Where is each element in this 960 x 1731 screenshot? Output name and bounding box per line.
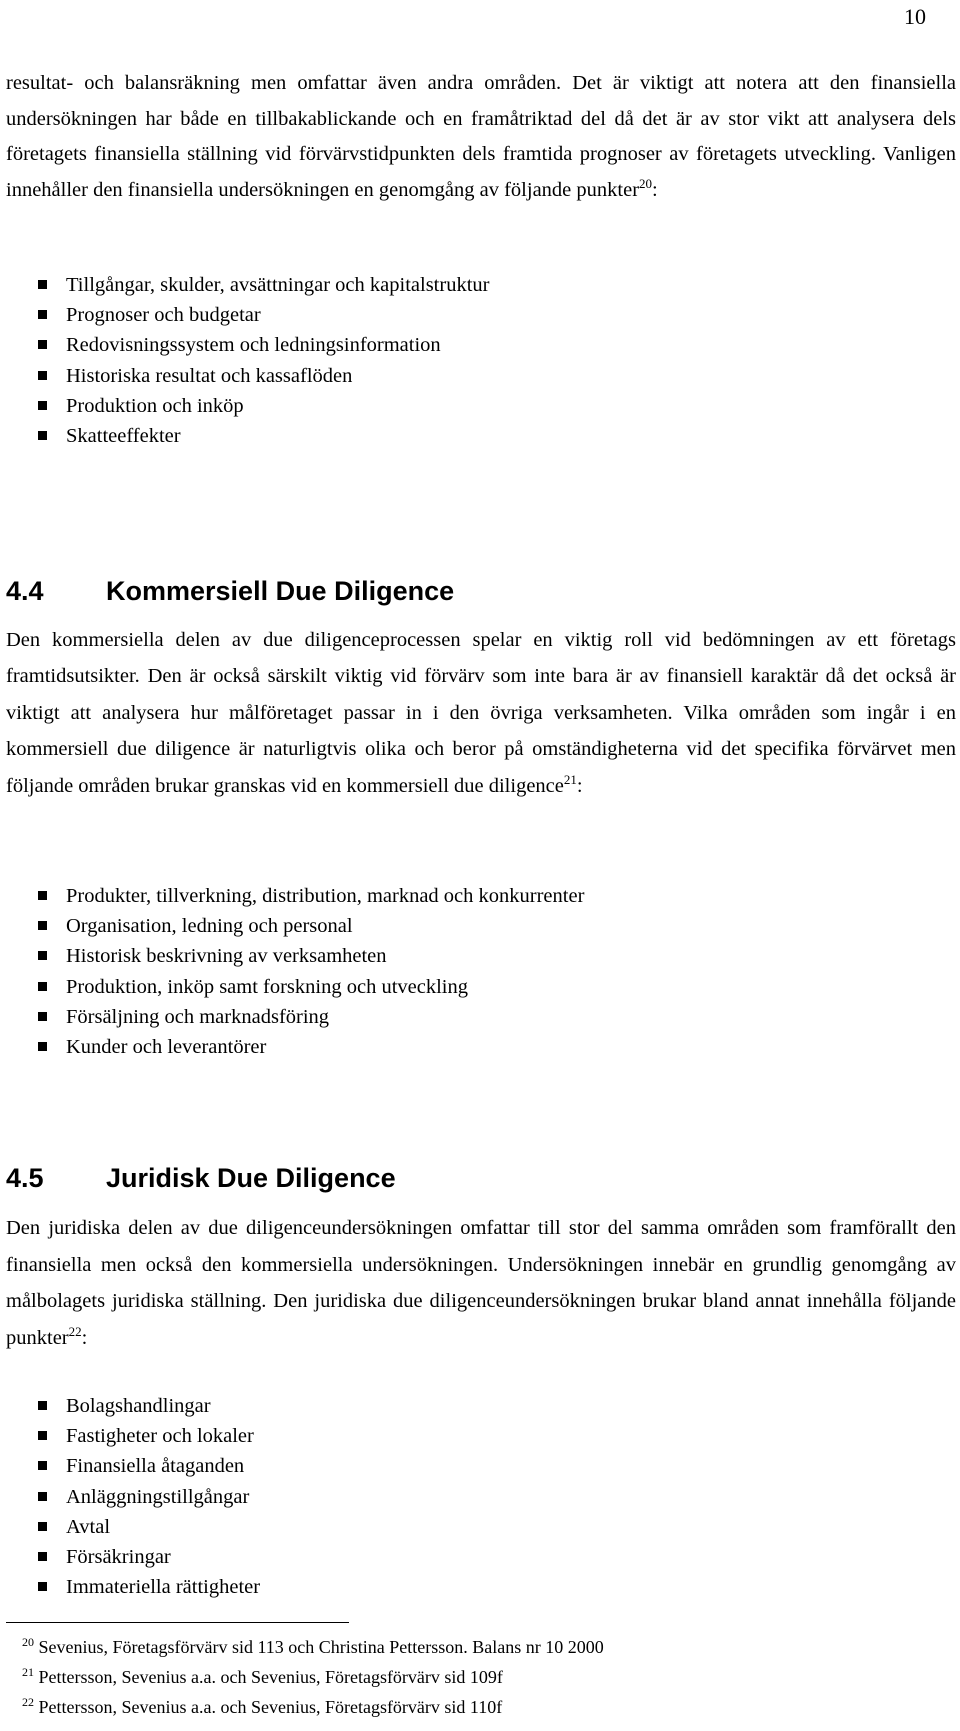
square-bullet-icon <box>38 951 47 960</box>
list-item: Produktion och inköp <box>38 391 489 421</box>
list-item: Redovisningssystem och ledningsinformation <box>38 330 489 360</box>
footnote-number: 20 <box>22 1635 34 1649</box>
list-item: Skatteeffekter <box>38 421 489 451</box>
list-item: Produkter, tillverkning, distribution, marknad och konkurrenter <box>38 881 584 911</box>
footnote-text: Sevenius, Företagsförvärv sid 113 och Christina Pettersson. Balans nr 10 2000 <box>38 1637 604 1657</box>
section-number: 4.5 <box>6 1163 44 1193</box>
list-item: Försäljning och marknadsföring <box>38 1002 584 1032</box>
footnote-text: Pettersson, Sevenius a.a. och Sevenius, Företagsförvärv sid 110f <box>38 1697 503 1717</box>
square-bullet-icon <box>38 340 47 349</box>
intro-text: resultat- och balansräkning men omfattar även andra områden. Det är viktigt att notera att den finansiella undersökningen har både en tillbakablickande och en framåtriktad del då det är av stor vikt att analysera dels företagets finansiella ställning vid förvärvstidpunkten dels framtida prognoser av företagets utveckling. Vanligen innehåller den finansiella undersökningen en genomgång av följande punkter <box>6 72 956 201</box>
intro-tail: : <box>652 178 658 201</box>
list-item: Tillgångar, skulder, avsättningar och kapitalstruktur <box>38 270 489 300</box>
square-bullet-icon <box>38 1461 47 1470</box>
list-item: Immateriella rättigheter <box>38 1572 260 1602</box>
square-bullet-icon <box>38 280 47 289</box>
list-item: Anläggningstillgångar <box>38 1482 260 1512</box>
square-bullet-icon <box>38 431 47 440</box>
list-item: Produktion, inköp samt forskning och utveckling <box>38 972 584 1002</box>
list-item: Historiska resultat och kassaflöden <box>38 361 489 391</box>
list-item: Historisk beskrivning av verksamheten <box>38 941 584 971</box>
commercial-checklist <box>38 881 584 1062</box>
intro-paragraph <box>6 66 956 208</box>
list-item: Organisation, ledning och personal <box>38 911 584 941</box>
footnote-ref-20[interactable]: 20 <box>639 175 653 191</box>
square-bullet-icon <box>38 891 47 900</box>
financial-checklist <box>38 270 489 451</box>
section-title: Kommersiell Due Diligence <box>106 576 455 606</box>
list-item: Fastigheter och lokaler <box>38 1421 260 1451</box>
list-item: Kunder och leverantörer <box>38 1032 584 1062</box>
footnote-21 <box>22 1667 503 1688</box>
list-item: Bolagshandlingar <box>38 1391 260 1421</box>
footnote-divider <box>6 1622 349 1623</box>
footnote-ref-21[interactable]: 21 <box>563 771 577 787</box>
legal-checklist <box>38 1391 260 1602</box>
square-bullet-icon <box>38 1552 47 1561</box>
square-bullet-icon <box>38 982 47 991</box>
square-bullet-icon <box>38 1582 47 1591</box>
footnote-number: 22 <box>22 1695 34 1709</box>
square-bullet-icon <box>38 1401 47 1410</box>
square-bullet-icon <box>38 1431 47 1440</box>
section-heading-4-5 <box>6 1163 396 1194</box>
footnote-text: Pettersson, Sevenius a.a. och Sevenius, Företagsförvärv sid 109f <box>38 1667 503 1687</box>
page-number: 10 <box>904 4 926 29</box>
list-item: Finansiella åtaganden <box>38 1451 260 1481</box>
footnote-ref-22[interactable]: 22 <box>68 1323 82 1339</box>
footnote-20 <box>22 1637 604 1658</box>
square-bullet-icon <box>38 921 47 930</box>
section-title: Juridisk Due Diligence <box>106 1163 396 1193</box>
square-bullet-icon <box>38 1042 47 1051</box>
square-bullet-icon <box>38 1012 47 1021</box>
section-4-5-text: Den juridiska delen av due diligenceundersökningen omfattar till stor del samma områden som framförallt den finansiella men också den kommersiella undersökningen. Undersökningen innebär en grundlig genomgång av målbolagets juridiska ställning. Den juridiska due diligenceundersökningen brukar bland annat innehålla följande punkter <box>6 1217 956 1349</box>
square-bullet-icon <box>38 1522 47 1531</box>
section-4-5-paragraph <box>6 1210 956 1356</box>
footnote-22 <box>22 1697 502 1718</box>
section-4-4-text: Den kommersiella delen av due diligenceprocessen spelar en viktig roll vid bedömningen av ett företags framtidsutsikter. Den är också särskilt viktig vid förvärv som inte bara är av finansiell karaktär då det också är viktigt att analysera hur målföretaget passar in i den övriga verksamheten. Vilka områden som ingår i en kommersiell due diligence är naturligtvis olika och beror på omständigheterna vid det specifika förvärvet men följande områden brukar granskas vid en kommersiell due diligence <box>6 629 956 797</box>
square-bullet-icon <box>38 371 47 380</box>
footnote-number: 21 <box>22 1665 34 1679</box>
list-item: Avtal <box>38 1512 260 1542</box>
list-item: Prognoser och budgetar <box>38 300 489 330</box>
section-4-5-tail: : <box>81 1326 88 1349</box>
section-4-4-paragraph <box>6 622 956 804</box>
square-bullet-icon <box>38 401 47 410</box>
section-number: 4.4 <box>6 576 44 606</box>
section-4-4-tail: : <box>576 774 583 797</box>
square-bullet-icon <box>38 1492 47 1501</box>
square-bullet-icon <box>38 310 47 319</box>
list-item: Försäkringar <box>38 1542 260 1572</box>
section-heading-4-4 <box>6 576 454 607</box>
